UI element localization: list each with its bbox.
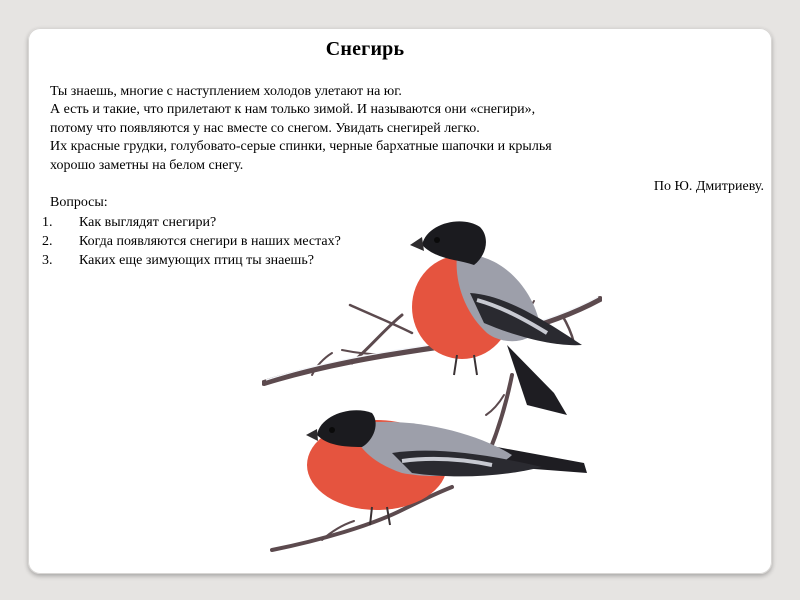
bird-beak [306, 429, 318, 441]
bird-cap [422, 221, 486, 265]
bird-beak [410, 237, 424, 251]
author-credit: По Ю. Дмитриеву. [653, 179, 764, 194]
story-line: А есть и такие, что прилетают к нам только зимой. И называются они «снегири», [50, 102, 536, 118]
story-line: Их красные грудки, голубовато-серые спинки, черные бархатные шапочки и крылья [50, 139, 552, 155]
question-number: 1. [42, 215, 53, 230]
story-line: Ты знаешь, многие с наступлением холодов улетают на юг. [50, 84, 402, 99]
question-text: Каких еще зимующих птиц ты знаешь? [79, 253, 314, 268]
bullfinch-illustration [262, 215, 602, 560]
page-title: Снегирь [325, 38, 405, 60]
story-text [50, 83, 610, 175]
question-number: 3. [42, 253, 53, 268]
bird-tail [507, 345, 567, 415]
branch-line [350, 305, 412, 333]
bird-lower [306, 410, 587, 525]
story-line: потому что появляются у нас вместе со снегом. Увидать снегирей легко. [50, 120, 480, 136]
question-text: Когда появляются снегири в наших местах? [79, 234, 341, 249]
bird-eye [434, 237, 440, 243]
branch-line [490, 375, 512, 450]
question-text: Как выглядят снегири? [79, 215, 217, 230]
bird-eye [329, 427, 335, 433]
question-number: 2. [42, 234, 53, 249]
questions-heading: Вопросы: [50, 195, 108, 210]
story-line: хорошо заметны на белом снегу. [50, 157, 244, 173]
